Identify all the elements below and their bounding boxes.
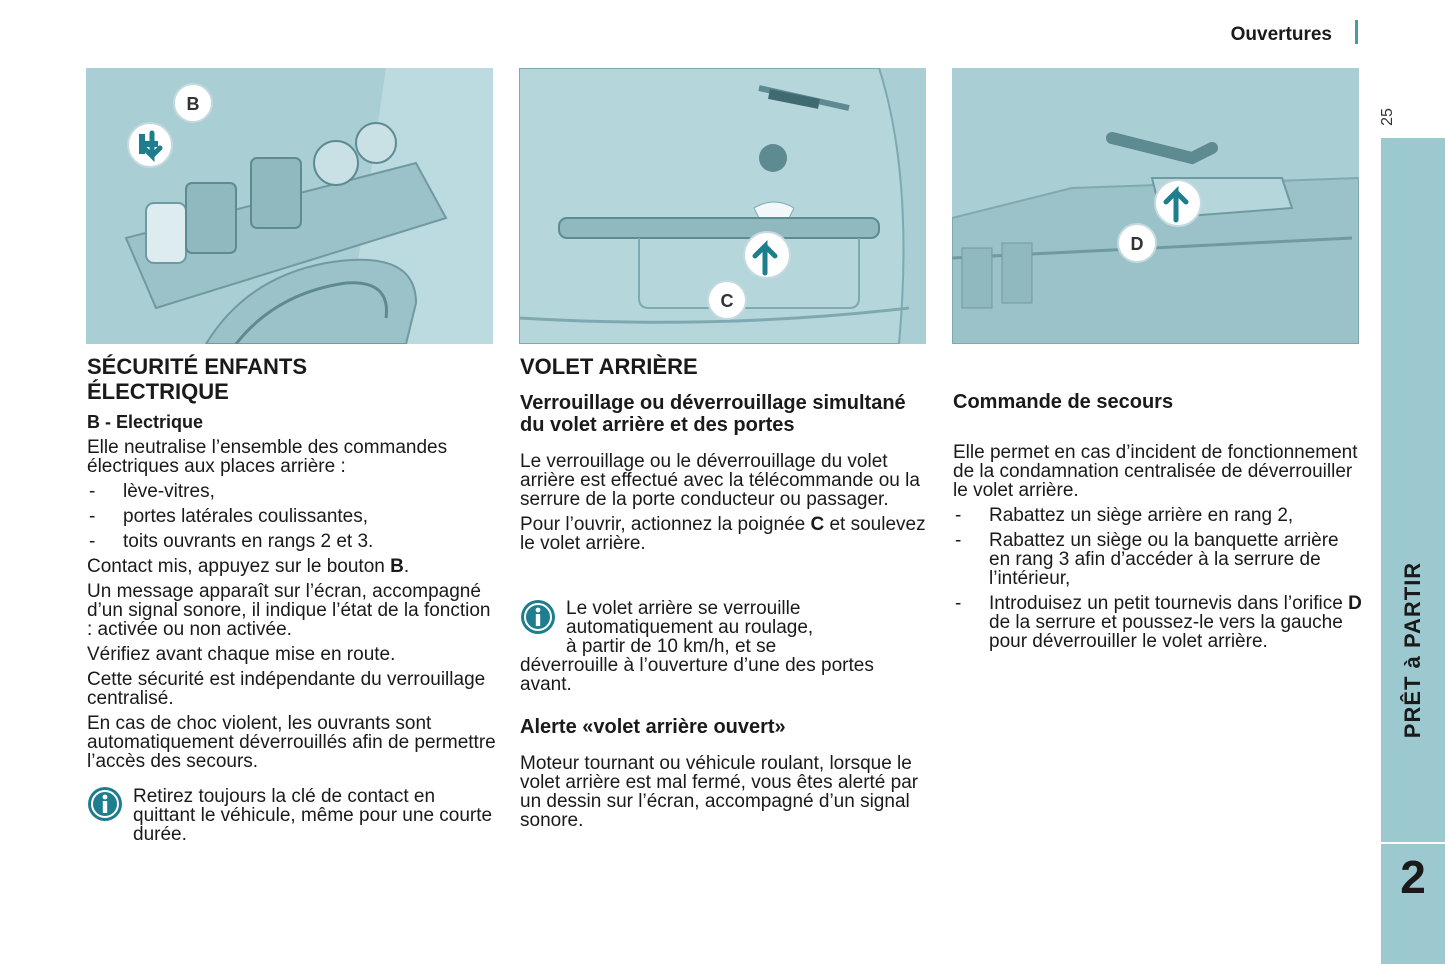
info-note-key: Retirez toujours la clé de contact en quittant le véhicule, même pour une courte durée. [87, 787, 497, 844]
paragraph-lock: Le verrouillage ou le déverrouillage du volet arrière est effectué avec la télécommande ou la serrure de la porte conducteur ou passager. [520, 451, 920, 510]
list-item: - toits ouvrants en rangs 2 et 3. [87, 532, 497, 551]
page-number: 25 [1379, 108, 1396, 126]
chapter-tab-divider [1381, 842, 1445, 844]
section-title: Ouvertures [1230, 24, 1332, 45]
function-list [87, 482, 497, 551]
paragraph-intro: Elle neutralise l’ensemble des commandes électriques aux places arrière : [87, 437, 448, 477]
callout-c: C [720, 291, 734, 311]
illustration-door-switches [86, 68, 493, 344]
header-accent-bar [1355, 20, 1358, 44]
column-emergency [953, 391, 1363, 657]
info-note-autolock: Le volet arrière se verrouille automatiquement au roulage, à partir de 10 km/h, et se déverrouille à l’ouverture d’une des portes avant. [520, 598, 874, 695]
paragraph-emergency-intro: Elle permet en cas d’incident de fonctionnement de la condamnation centralisée de déverrouiller le volet arrière. [953, 442, 1358, 501]
subheading-locking: Verrouillage ou déverrouillage simultané du volet arrière et des portes [520, 392, 906, 436]
heading-child-safety-line1: SÉCURITÉ ENFANTS [87, 354, 308, 379]
heading-child-safety-line2: ÉLECTRIQUE [87, 379, 229, 404]
subheading-electric: B - Electrique [87, 412, 204, 432]
list-item: - portes latérales coulissantes, [87, 507, 497, 526]
subheading-alert: Alerte «volet arrière ouvert» [520, 716, 786, 738]
list-item: - Rabattez un siège arrière en rang 2, [953, 506, 1363, 525]
info-icon [87, 786, 123, 822]
info-icon [520, 599, 556, 635]
list-item: - Rabattez un siège ou la banquette arrière en rang 3 afin d’accéder à la serrure de l’intérieur, [953, 531, 1363, 588]
paragraph-open: Pour l’ouvrir, actionnez la poignée C et soulevez le volet arrière. [520, 514, 926, 554]
subheading-emergency: Commande de secours [953, 391, 1174, 413]
heading-tailgate: VOLET ARRIÈRE [520, 354, 698, 379]
paragraph-independent: Cette sécurité est indépendante du verrouillage centralisé. [87, 669, 486, 709]
list-item: - Introduisez un petit tournevis dans l’orifice D de la serrure et poussez-le vers la gauche pour déverrouiller le volet arrière. [953, 594, 1363, 651]
illustration-tailgate [519, 68, 926, 344]
illustration-emergency-release [952, 68, 1359, 344]
list-item: - lève-vitres, [87, 482, 497, 501]
paragraph-message: Un message apparaît sur l’écran, accompagné d’un signal sonore, il indique l’état de la fonction : activée ou non activée. [87, 581, 491, 640]
column-child-safety [87, 354, 497, 844]
paragraph-crash: En cas de choc violent, les ouvrants sont automatiquement déverrouillés afin de permettre l’accès des secours. [87, 713, 496, 772]
column-tailgate [520, 354, 930, 836]
chapter-number: 2 [1400, 851, 1426, 903]
callout-b: B [186, 94, 200, 114]
paragraph-contact: Contact mis, appuyez sur le bouton B. [87, 556, 410, 577]
chapter-tab-label: PRÊT à PARTIR [1400, 561, 1425, 739]
callout-d: D [1130, 234, 1144, 254]
emergency-steps [953, 506, 1363, 651]
paragraph-verify: Vérifiez avant chaque mise en route. [87, 644, 396, 665]
paragraph-alert: Moteur tournant ou véhicule roulant, lorsque le volet arrière est mal fermé, vous êtes alerté par un dessin sur l’écran, accompagné d’un signal sonore. [520, 753, 919, 831]
